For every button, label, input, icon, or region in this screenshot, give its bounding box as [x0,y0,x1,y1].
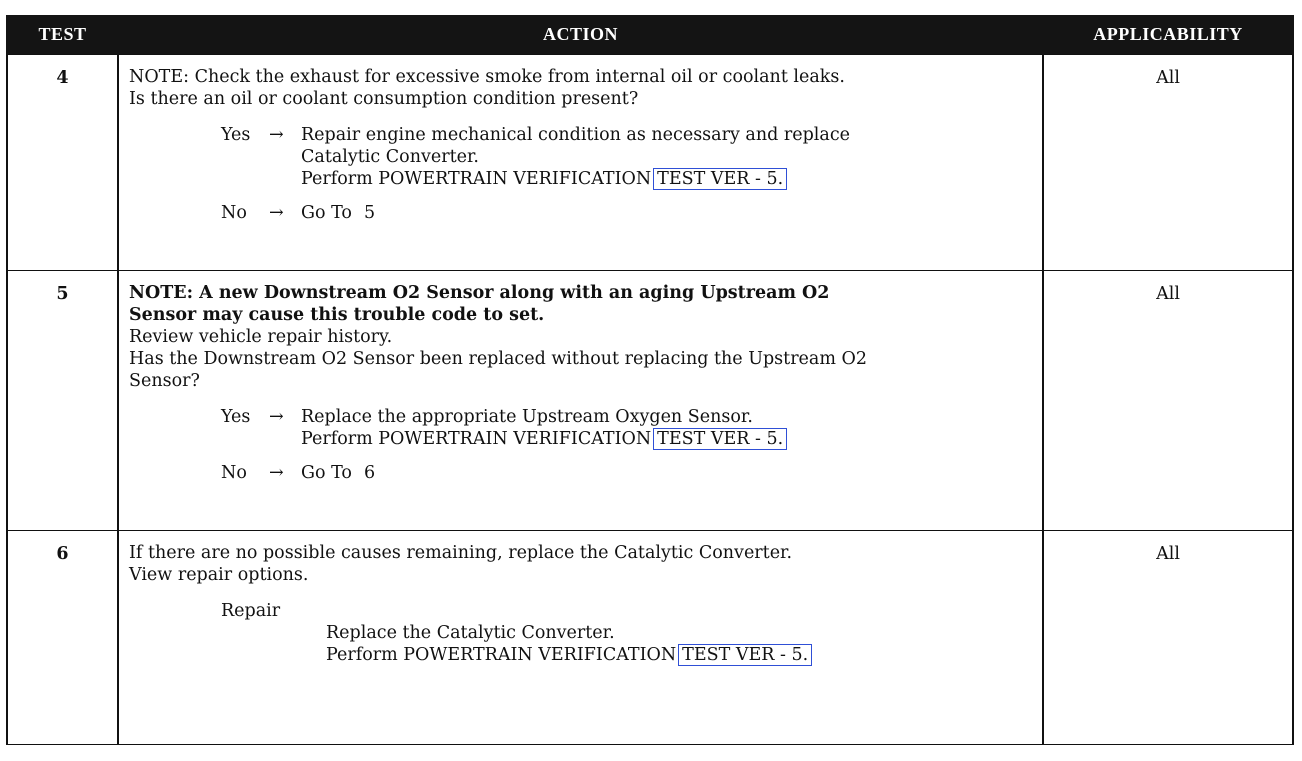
goto-text: Go To [301,203,352,223]
perform-text: Perform POWERTRAIN VERIFICATION [301,169,652,189]
test-number: 6 [7,531,118,745]
question-text: Is there an oil or coolant consumption condition present? [129,89,639,109]
right-arrow-icon: → [269,463,284,483]
right-arrow-icon: → [269,125,284,145]
perform-text: Perform POWERTRAIN VERIFICATION [301,429,652,449]
repair-section [221,600,1032,666]
perform-verification [301,428,1032,450]
test-number: 5 [7,271,118,531]
note-text: NOTE: A new Downstream O2 Sensor along with an aging Upstream O2 [129,283,830,303]
question-text: Sensor? [129,371,200,391]
no-label: No [221,463,247,483]
goto-step [301,202,1032,224]
perform-verification [301,168,1032,190]
header-applicability: APPLICABILITY [1043,15,1293,55]
diagnostic-test-table [6,15,1294,745]
test-ver-5-link[interactable]: TEST VER - 5. [653,168,787,190]
view-repair-options-text: View repair options. [129,565,309,585]
note-text: Sensor may cause this trouble code to set. [129,305,545,325]
no-label: No [221,203,247,223]
applicability-value: All [1043,55,1293,271]
table-row [7,55,1293,271]
table-header-row [7,15,1293,55]
goto-text: Go To [301,463,352,483]
test-number: 4 [7,55,118,271]
yes-text: Catalytic Converter. [301,147,479,167]
yes-instructions [301,124,1032,190]
yes-label: Yes [221,125,251,145]
instruction-text: If there are no possible causes remaining, replace the Catalytic Converter. [129,543,793,563]
repair-label: Repair [221,601,281,621]
no-answer [221,462,1032,484]
yes-label: Yes [221,407,251,427]
header-action: ACTION [118,15,1043,55]
note-text: NOTE: Check the exhaust for excessive smoke from internal oil or coolant leaks. [129,67,845,87]
perform-verification [326,644,1032,666]
goto-number: 5 [363,203,376,223]
right-arrow-icon: → [269,203,284,223]
goto-step [301,462,1032,484]
applicability-value: All [1043,531,1293,745]
question-text: Has the Downstream O2 Sensor been replaced without replacing the Upstream O2 [129,349,867,369]
yes-instructions [301,406,1032,450]
yes-text: Replace the appropriate Upstream Oxygen Sensor. [301,407,753,427]
action-cell [118,271,1043,531]
repair-text: Replace the Catalytic Converter. [326,623,615,643]
perform-text: Perform POWERTRAIN VERIFICATION [326,645,677,665]
right-arrow-icon: → [269,407,284,427]
review-text: Review vehicle repair history. [129,327,393,347]
applicability-value: All [1043,271,1293,531]
test-ver-5-link[interactable]: TEST VER - 5. [653,428,787,450]
action-cell [118,55,1043,271]
table-row [7,531,1293,745]
yes-text: Repair engine mechanical condition as necessary and replace [301,125,850,145]
action-cell [118,531,1043,745]
yes-answer [221,124,1032,190]
no-answer [221,202,1032,224]
yes-answer [221,406,1032,450]
header-test: TEST [7,15,118,55]
table-row [7,271,1293,531]
test-ver-5-link[interactable]: TEST VER - 5. [678,644,812,666]
repair-detail [326,622,1032,666]
goto-number: 6 [363,463,376,483]
